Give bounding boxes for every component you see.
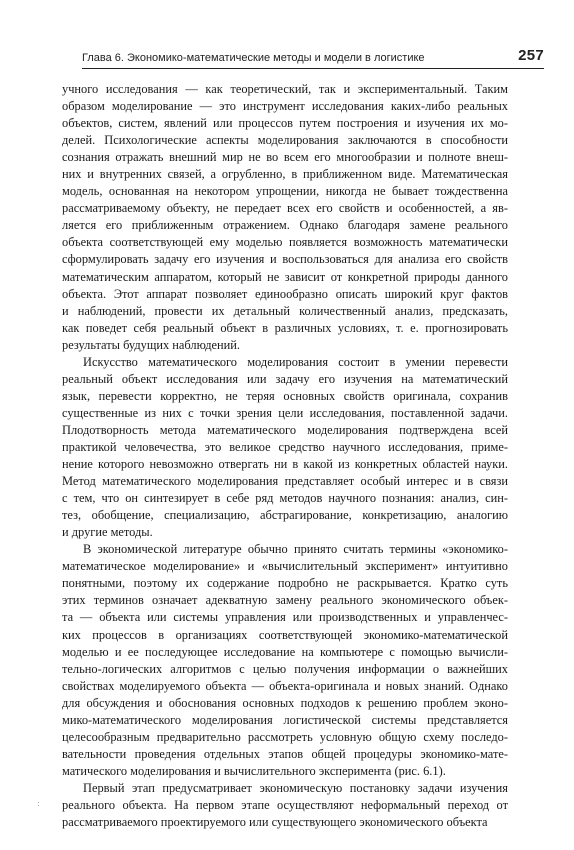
paragraph <box>62 780 508 831</box>
text-line: матического моделирования и вычислительного эксперимента (рис. 6.1). <box>62 763 446 778</box>
paragraph <box>62 354 508 542</box>
text-line: реального объекта. На первом этапе осуществляют неформальный переход от <box>62 797 508 812</box>
text-line: тельно-логических алгоритмов с целью получения информации о важнейших <box>62 661 508 676</box>
text-line: рассматриваемого проектируемого или существующего экономического объекта <box>62 815 488 830</box>
text-line: рассматриваемому объекту, не передает всех его свойств и особенностей, а яв- <box>62 201 508 216</box>
header-rule <box>82 68 544 69</box>
paragraph <box>62 81 508 354</box>
text-line: понятными, поэтому их содержание подробно не раскрывается. Кратко суть <box>62 576 508 591</box>
page-number: 257 <box>518 47 544 64</box>
text-line: как поведет себя реальный объект в различных условиях, т. е. прогнозировать <box>62 320 508 335</box>
text-line: математическое моделирование» и «вычислительный эксперимент» интуитивно <box>62 559 508 574</box>
chapter-title: Глава 6. Экономико-математические методы и модели в логистике <box>82 52 425 64</box>
text-line: и другие методы. <box>62 525 153 540</box>
text-line: вательности проведения отдельных этапов общей процедуры экономико-мате- <box>62 746 508 761</box>
text-line: реальный объект исследования или задачу его изучения на математический <box>62 371 508 386</box>
text-line: ляется его приближенным отражением. Однако благодаря замене реального <box>62 218 508 233</box>
text-line: практикой человечества, это великое средство научного исследования, приме- <box>62 439 508 454</box>
text-line: сформулировать задачу его изучения и воспользоваться для анализа его свойств <box>62 252 508 267</box>
text-line: объектов, систем, явлений или процессов путем построения и изучения их мо- <box>62 116 508 131</box>
text-line: делей. Психологические аспекты моделирования заключаются в способности <box>62 133 508 148</box>
text-line: результаты будущих наблюдений. <box>62 337 241 352</box>
text-line: учного исследования — как теоретический, так и экспериментальный. Таким <box>62 82 508 96</box>
text-line: объекта соответствующей ему моделью появляется возможность математически <box>62 235 508 250</box>
text-line: нение которого невозможно отвергать ни в какой из конкретных областей науки. <box>62 457 508 472</box>
text-line: образом моделирование — это инструмент исследования каких-либо реальных <box>62 99 508 114</box>
text-line: моделью и ее последующее исследование на компьютере с помощью вычисли- <box>62 644 508 659</box>
text-line: Первый этап предусматривает экономическую постановку задачи изучения <box>83 780 508 795</box>
text-line: математическим аппаратом, который не зависит от конкретной природы данного <box>62 269 508 284</box>
text-line: мико-математического моделирования логистической системы представляется <box>62 712 508 727</box>
text-line: этих терминов означает адекватную замену реального экономического объек- <box>62 593 508 608</box>
text-line: с тем, что он синтезирует в себе ряд методов научного познания: анализ, син- <box>62 491 508 506</box>
paragraph <box>62 541 508 780</box>
text-line: целесообразным предварительно рассмотреть условную общую схему последо- <box>62 729 508 744</box>
text-line: существенные из них с точки зрения цели исследования, поставленной задачи. <box>62 405 508 420</box>
text-line: сознания отражать внешний мир не во всем его многообразии и полноте внеш- <box>62 150 508 165</box>
text-line: Метод математического моделирования представляет особый интерес и в связи <box>62 474 508 489</box>
text-line: та — объекта или системы управления или производственных и управленчес- <box>62 610 508 625</box>
text-line: модель, основанная на некотором упрощении, никогда не бывает тождественна <box>62 184 508 199</box>
text-line: Искусство математического моделирования состоит в умении перевести <box>83 354 508 369</box>
text-line: них и внутренних связей, а огрубленно, в приближенном виде. Математическая <box>62 167 508 182</box>
text-line: Плодотворность метода математического моделирования подтверждена всей <box>62 422 508 437</box>
text-line: ких процессов в организациях соответствующей экономико-математической <box>62 627 508 642</box>
text-line: тез, обобщение, специализацию, абстрагирование, конкретизацию, аналогию <box>62 508 508 523</box>
text-line: язык, перевести корректно, не теряя основных свойств оригинала, сохранив <box>62 388 508 403</box>
text-line: В экономической литературе обычно принято считать термины «экономико- <box>83 542 508 557</box>
text-line: и наблюдений, провести их детальный количественный анализ, предсказать, <box>62 303 508 318</box>
running-header <box>82 47 544 66</box>
margin-mark: : <box>37 799 40 808</box>
text-line: свойствах моделируемого объекта — объекта-оригинала и новых знаний. Однако <box>62 678 508 693</box>
body-text <box>62 81 508 831</box>
text-line: для обсуждения и обоснования основных подходов к решению проблем эконо- <box>62 695 508 710</box>
text-line: объекта. Этот аппарат позволяет единообразно описать широкий круг фактов <box>62 286 508 301</box>
